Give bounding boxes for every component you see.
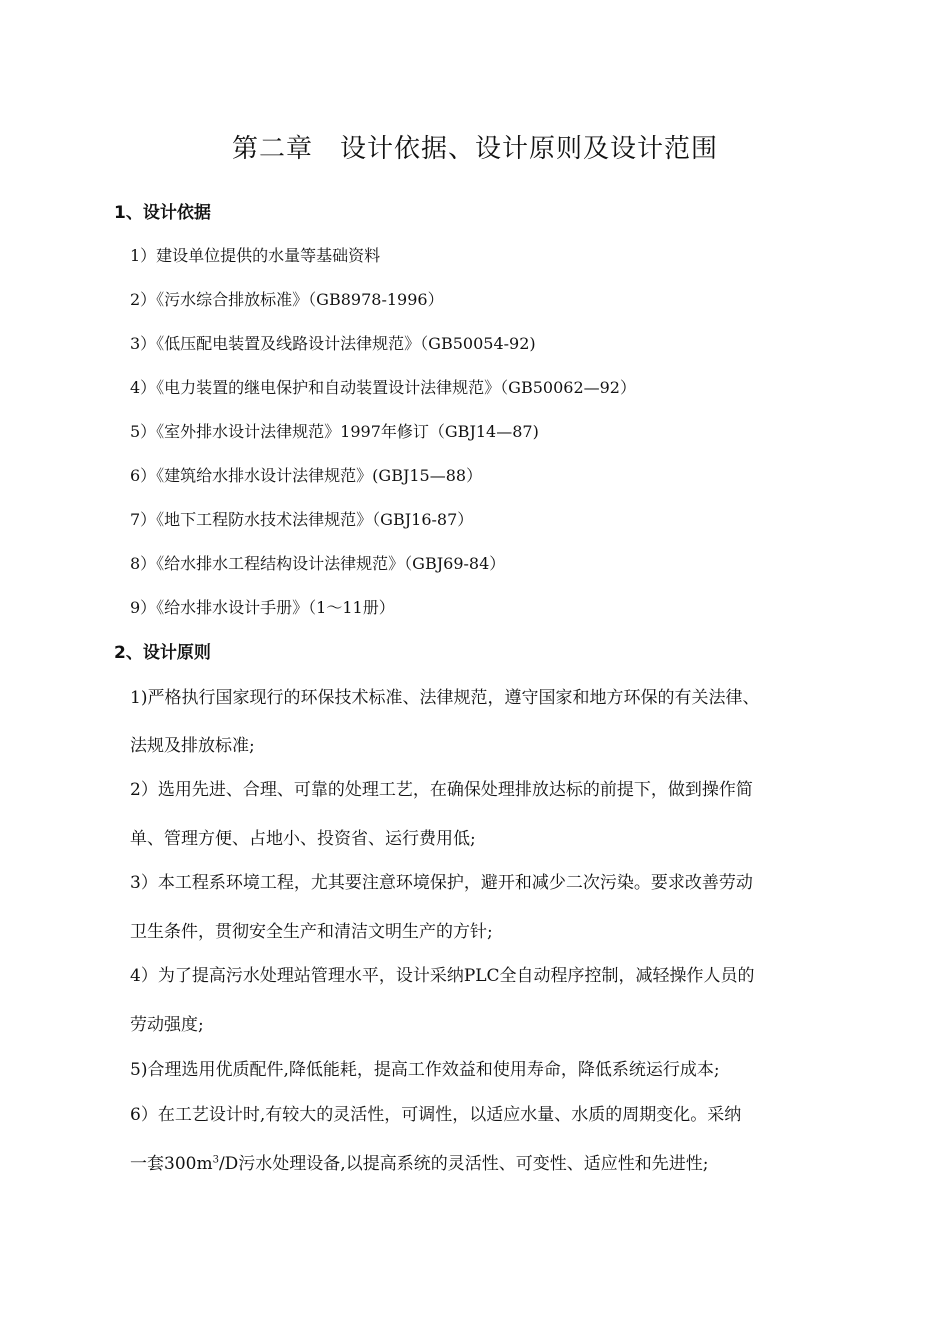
- principle-6-text-a: 一套300m: [130, 1154, 213, 1174]
- section-heading-design-basis: 1、设计依据: [114, 203, 211, 223]
- principle-1-line-1: 1)严格执行国家现行的环保技术标准、法律规范，遵守国家和地方环保的有关法律、: [130, 688, 760, 708]
- principle-4-line-2: 劳动强度;: [130, 1015, 204, 1035]
- list-item: 8）《给水排水工程结构设计法律规范》（GBJ69-84）: [130, 554, 506, 573]
- list-item: 9）《给水排水设计手册》（1～11册）: [130, 598, 395, 617]
- principle-6-line-2: [130, 1152, 708, 1176]
- principle-6-line-1: 6）在工艺设计时,有较大的灵活性，可调性，以适应水量、水质的周期变化。采纳: [130, 1105, 742, 1125]
- principle-3-line-2: 卫生条件，贯彻安全生产和清洁文明生产的方针;: [130, 922, 493, 942]
- principle-3-line-1: 3）本工程系环境工程，尤其要注意环境保护，避开和减少二次污染。要求改善劳动: [130, 873, 753, 893]
- list-item: 7）《地下工程防水技术法律规范》（GBJ16-87）: [130, 510, 474, 529]
- principle-5-line-1: 5)合理选用优质配件,降低能耗，提高工作效益和使用寿命，降低系统运行成本;: [130, 1060, 720, 1080]
- principle-6-text-b: /D污水处理设备,以提高系统的灵活性、可变性、适应性和先进性;: [218, 1154, 709, 1174]
- list-item: 1）建设单位提供的水量等基础资料: [130, 246, 381, 265]
- list-item: 2）《污水综合排放标准》（GB8978-1996）: [130, 290, 444, 309]
- principle-2-line-1: 2）选用先进、合理、可靠的处理工艺，在确保处理排放达标的前提下，做到操作简: [130, 780, 753, 800]
- section-heading-design-principles: 2、设计原则: [114, 643, 211, 663]
- principle-2-line-2: 单、管理方便、占地小、投资省、运行费用低;: [130, 829, 476, 849]
- list-item: 3）《低压配电装置及线路设计法律规范》（GB50054-92): [130, 334, 536, 353]
- principle-4-line-1: 4）为了提高污水处理站管理水平，设计采纳PLC全自动程序控制，减轻操作人员的: [130, 966, 755, 986]
- chapter-title: 第二章 设计依据、设计原则及设计范围: [231, 134, 718, 164]
- superscript-3: 3: [212, 1154, 219, 1166]
- list-item: 6）《建筑给水排水设计法律规范》(GBJ15—88）: [130, 466, 483, 485]
- principle-1-line-2: 法规及排放标准;: [130, 736, 255, 756]
- list-item: 5）《室外排水设计法律规范》1997年修订（GBJ14—87): [130, 422, 539, 441]
- list-item: 4）《电力装置的继电保护和自动装置设计法律规范》（GB50062—92）: [130, 378, 636, 397]
